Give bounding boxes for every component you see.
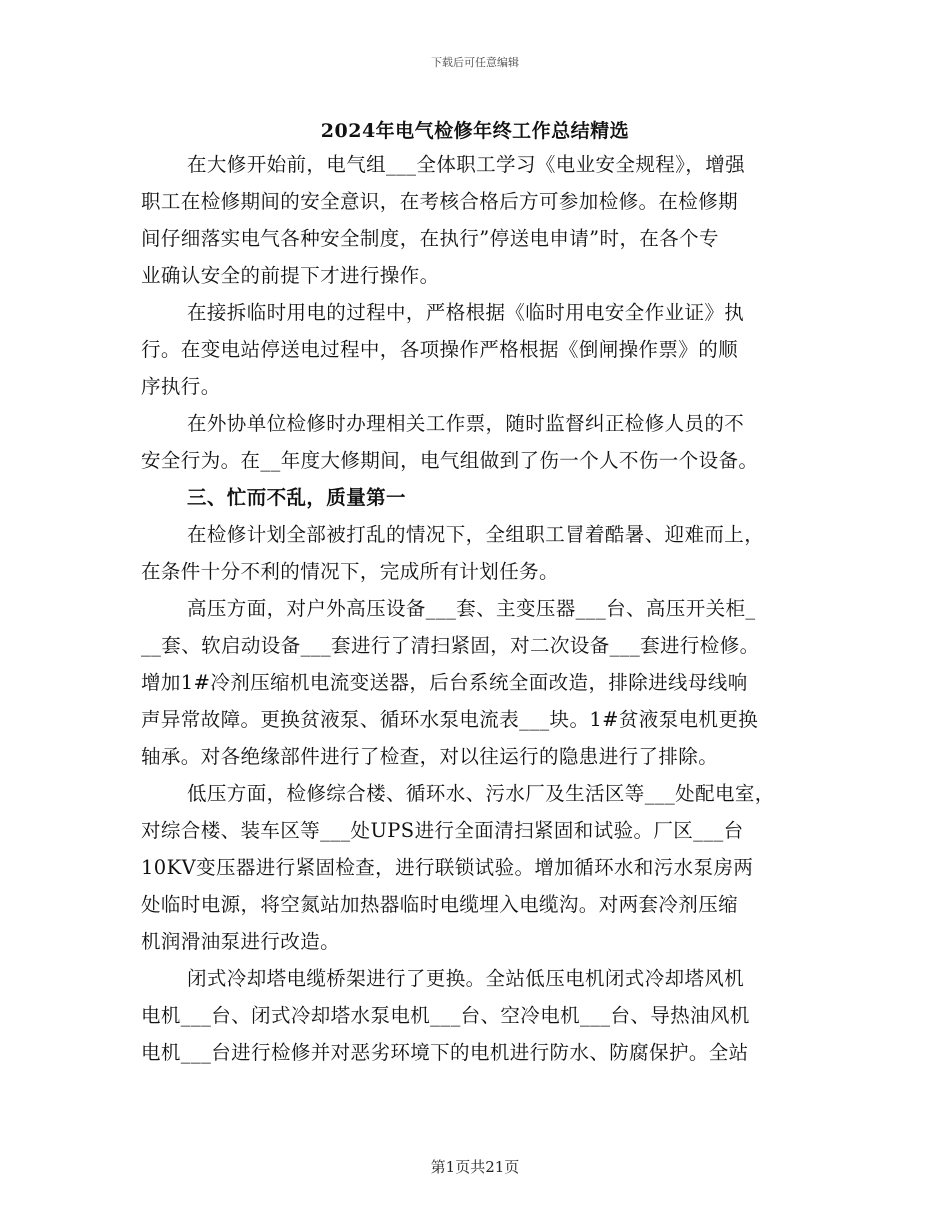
text-line: 行。在变电站停送电过程中，各项操作严格根据《倒闸操作票》的顺: [141, 338, 739, 361]
text-line: 增加1#冷剂压缩机电流变送器，后台系统全面改造，排除进线母线响: [141, 671, 748, 694]
section-heading: 三、忙而不乱，质量第一: [187, 486, 406, 509]
text-line: 闭式冷却塔电缆桥架进行了更换。全站低压电机闭式冷却塔风机: [187, 967, 745, 990]
header-note: 下载后可任意编辑: [431, 56, 519, 69]
text-line: 对综合楼、装车区等___处UPS进行全面清扫紧固和试验。厂区___台: [141, 819, 744, 842]
text-line: 在检修计划全部被打乱的情况下，全组职工冒着酷暑、迎难而上，: [187, 523, 765, 546]
text-line: 10KV变压器进行紧固检查，进行联锁试验。增加循环水和污水泵房两: [141, 856, 754, 879]
text-line: 在大修开始前，电气组___全体职工学习《电业安全规程》，增强: [187, 153, 746, 176]
text-line: 声异常故障。更换贫液泵、循环水泵电流表___块。1#贫液泵电机更换: [141, 708, 759, 731]
text-line: 在接拆临时用电的过程中，严格根据《临时用电安全作业证》执: [187, 301, 745, 324]
text-line: 安全行为。在__年度大修期间，电气组做到了伤一个人不伤一个设备。: [141, 449, 759, 472]
text-line: 处临时电源，将空氮站加热器临时电缆埋入电缆沟。对两套冷剂压缩: [141, 893, 739, 916]
text-line: __套、软启动设备___套进行了清扫紧固，对二次设备___套进行检修。: [141, 634, 760, 657]
text-line: 间仔细落实电气各种安全制度，在执行”停送电申请”时，在各个专: [141, 227, 719, 250]
text-line: 职工在检修期间的安全意识，在考核合格后方可参加检修。在检修期: [141, 190, 739, 213]
text-line: 序执行。: [141, 375, 221, 398]
text-line: 轴承。对各绝缘部件进行了检查，对以往运行的隐患进行了排除。: [141, 745, 719, 768]
text-line: 机润滑油泵进行改造。: [141, 930, 341, 953]
text-line: 高压方面，对户外高压设备___套、主变压器___台、高压开关柜_: [187, 597, 756, 620]
text-line: 在外协单位检修时办理相关工作票，随时监督纠正检修人员的不: [187, 412, 745, 435]
text-line: 电机___台进行检修并对恶劣环境下的电机进行防水、防腐保护。全站: [141, 1041, 749, 1064]
page-number-footer: 第1页共21页: [430, 1158, 520, 1176]
document-title: 2024年电气检修年终工作总结精选: [320, 120, 630, 142]
document-body: [141, 146, 811, 1071]
text-line: 业确认安全的前提下才进行操作。: [141, 264, 440, 287]
text-line: 低压方面，检修综合楼、循环水、污水厂及生活区等___处配电室，: [187, 782, 775, 805]
text-line: 电机___台、闭式冷却塔水泵电机___台、空冷电机___台、导热油风机: [141, 1004, 750, 1027]
text-line: 在条件十分不利的情况下，完成所有计划任务。: [141, 560, 559, 583]
